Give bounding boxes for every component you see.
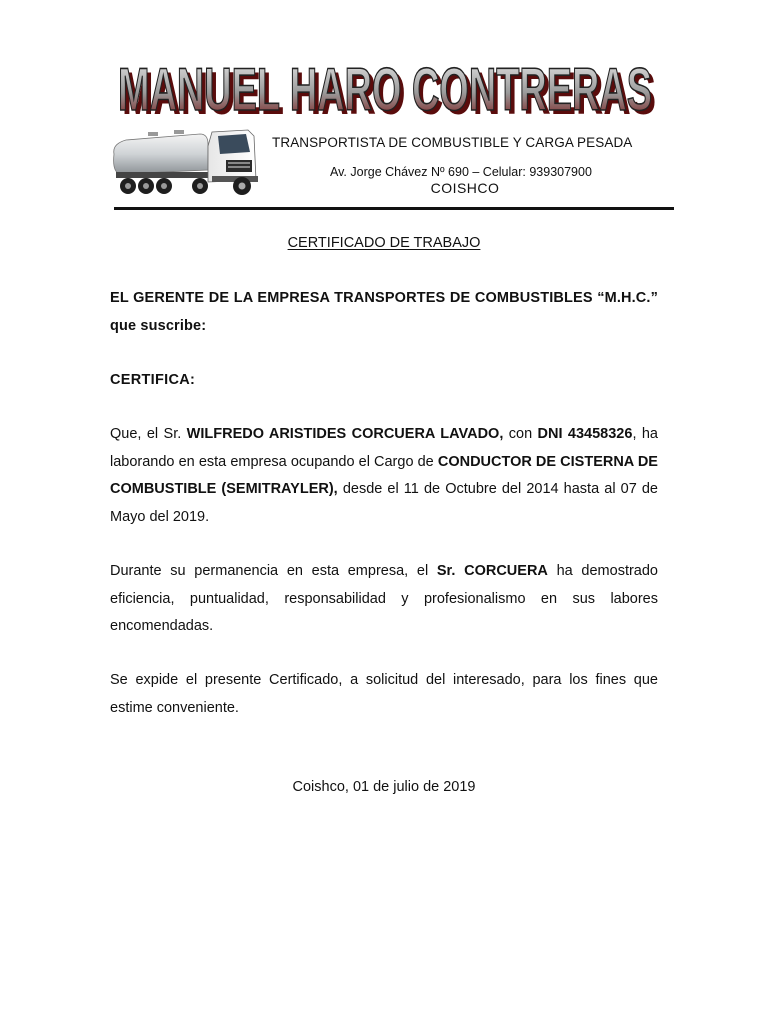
performance-paragraph	[110, 558, 658, 641]
company-name-logo	[112, 52, 660, 122]
p1-text-3: , ha laborando en esta empresa ocupando el Cargo de	[110, 426, 658, 470]
employee-role: CONDUCTOR DE CISTERNA DE COMBUSTIBLE (SEMITRAYLER),	[110, 453, 658, 497]
p1-text-1: Que, el Sr.	[110, 426, 187, 442]
intro-paragraph: EL GERENTE DE LA EMPRESA TRANSPORTES DE COMBUSTIBLES “M.H.C.” que suscribe:	[110, 290, 658, 334]
place-date: Coishco, 01 de julio de 2019	[292, 779, 476, 795]
document-title: CERTIFICADO DE TRABAJO	[287, 235, 481, 251]
employment-paragraph	[110, 421, 658, 531]
certifies-heading: CERTIFICA:	[110, 372, 196, 388]
tanker-truck-icon	[108, 126, 264, 202]
p2-text-1: Durante su permanencia en esta empresa, el	[110, 563, 437, 579]
employee-dni: DNI 43458326	[537, 426, 633, 442]
company-city: COISHCO	[430, 180, 500, 196]
p1-text-2: con	[503, 426, 538, 442]
company-tagline: TRANSPORTISTA DE COMBUSTIBLE Y CARGA PESADA	[272, 135, 633, 150]
company-name-shadow: MANUEL HARO CONTRERAS	[122, 60, 656, 122]
company-address: Av. Jorge Chávez Nº 690 – Celular: 939307900	[330, 165, 592, 179]
issuance-paragraph: Se expide el presente Certificado, a solicitud del interesado, para los fines que estime conveniente.	[110, 672, 658, 716]
employee-name: WILFREDO ARISTIDES CORCUERA LAVADO,	[186, 426, 504, 442]
p1-text-4: desde el 11 de Octubre del 2014 hasta al 07 de Mayo del 2019.	[110, 481, 658, 525]
employee-surname: Sr. CORCUERA	[436, 563, 548, 579]
p2-text-2: ha demostrado eficiencia, puntualidad, responsabilidad y profesionalismo en sus labores encomendadas.	[110, 563, 658, 634]
company-name: MANUEL HARO CONTRERAS	[118, 56, 652, 122]
header-divider	[114, 207, 674, 210]
